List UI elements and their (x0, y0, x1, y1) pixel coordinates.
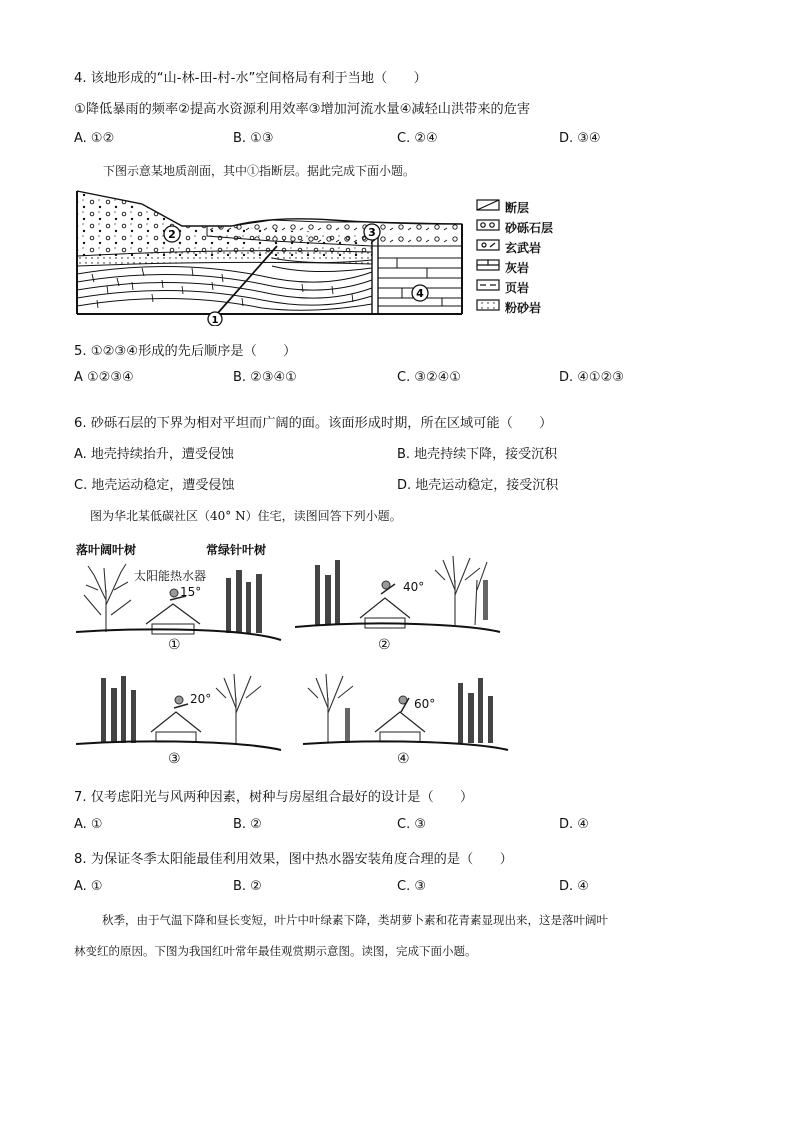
q4-option-b: B. ①③ (233, 131, 274, 146)
panel-3-number: ③ (168, 751, 181, 767)
q8-option-c: C. ③ (397, 879, 426, 894)
geology-section-figure (72, 186, 562, 326)
geology-marker-1 (208, 312, 222, 326)
q6-option-a: A. 地壳持续抬升，遭受侵蚀 (74, 447, 234, 462)
svg-text:1: 1 (211, 315, 219, 326)
q5-stem: 5. ①②③④形成的先后顺序是（ ） (74, 344, 297, 359)
q7-stem: 7. 仅考虑阳光与风两种因素，树种与房屋组合最好的设计是（ ） (74, 790, 474, 805)
leaves-intro-line-2: 林变红的原因。下图为我国红叶常年最佳观赏期示意图。读图，完成下面小题。 (74, 944, 477, 958)
q6-option-c: C. 地壳运动稳定，遭受侵蚀 (74, 478, 235, 493)
q7-option-a: A. ① (74, 817, 103, 832)
q5-option-a: A ①②③④ (74, 370, 134, 385)
q7-option-d: D. ④ (559, 817, 589, 832)
q4-option-c: C. ②④ (397, 131, 438, 146)
panel-4-number: ④ (397, 751, 410, 767)
legend-limestone: 灰岩 (505, 261, 530, 275)
q8-option-a: A. ① (74, 879, 103, 894)
panel-2-angle: 40° (403, 580, 425, 594)
q7-option-b: B. ② (233, 817, 262, 832)
panel-3-angle: 20° (190, 692, 212, 706)
q5-option-c: C. ③②④① (397, 370, 461, 385)
q4-option-a: A. ①② (74, 131, 115, 146)
geology-marker-3 (364, 224, 380, 240)
legend-fault: 断层 (505, 201, 530, 215)
legend-gravel: 砂砾石层 (505, 221, 554, 235)
legend-basalt: 玄武岩 (505, 241, 542, 255)
svg-text:2: 2 (168, 228, 176, 241)
q4-stem: 4. 该地形成的“山-林-田-村-水”空间格局有利于当地（ ） (74, 71, 427, 86)
q8-option-d: D. ④ (559, 879, 589, 894)
geology-marker-4 (412, 285, 428, 301)
legend-siltstone: 粉砂岩 (505, 301, 542, 315)
label-heater: 太阳能热水器 (134, 569, 207, 583)
panel-2-number: ② (378, 637, 391, 653)
q5-option-d: D. ④①②③ (559, 370, 624, 385)
q6-stem: 6. 砂砾石层的下界为相对平坦而广阔的面。该面形成时期，所在区域可能（ ） (74, 416, 553, 431)
svg-text:3: 3 (368, 226, 376, 239)
q8-option-b: B. ② (233, 879, 262, 894)
house-panel-2 (295, 550, 505, 650)
q8-stem: 8. 为保证冬季太阳能最佳利用效果，图中热水器安装角度合理的是（ ） (74, 852, 513, 867)
house-panel-1 (76, 560, 286, 660)
label-deciduous: 落叶阔叶树 (76, 543, 137, 557)
q7-option-c: C. ③ (397, 817, 426, 832)
geology-marker-2 (164, 226, 180, 242)
leaves-intro-line-1: 秋季，由于气温下降和昼长变短，叶片中叶绿素下降，类胡萝卜素和花青素显现出来，这是落叶阔叶 (102, 913, 608, 927)
panel-4-angle: 60° (414, 697, 436, 711)
svg-text:4: 4 (416, 287, 424, 300)
q6-option-b: B. 地壳持续下降，接受沉积 (397, 447, 558, 462)
house-intro: 图为华北某低碳社区（40° N）住宅，读图回答下列小题。 (90, 509, 402, 523)
q4-items: ①降低暴雨的频率②提高水资源利用效率③增加河流水量④减轻山洪带来的危害 (74, 102, 531, 117)
legend-shale: 页岩 (505, 281, 530, 295)
q5-option-b: B. ②③④① (233, 370, 297, 385)
label-evergreen: 常绿针叶树 (206, 543, 267, 557)
panel-1-number: ① (168, 637, 181, 653)
panel-1-angle: 15° (180, 585, 202, 599)
q6-option-d: D. 地壳运动稳定，接受沉积 (397, 478, 559, 493)
geology-intro: 下图示意某地质剖面，其中①指断层。据此完成下面小题。 (103, 164, 416, 178)
q4-option-d: D. ③④ (559, 131, 601, 146)
house-panel-3 (76, 668, 286, 758)
house-panel-4 (303, 668, 513, 758)
